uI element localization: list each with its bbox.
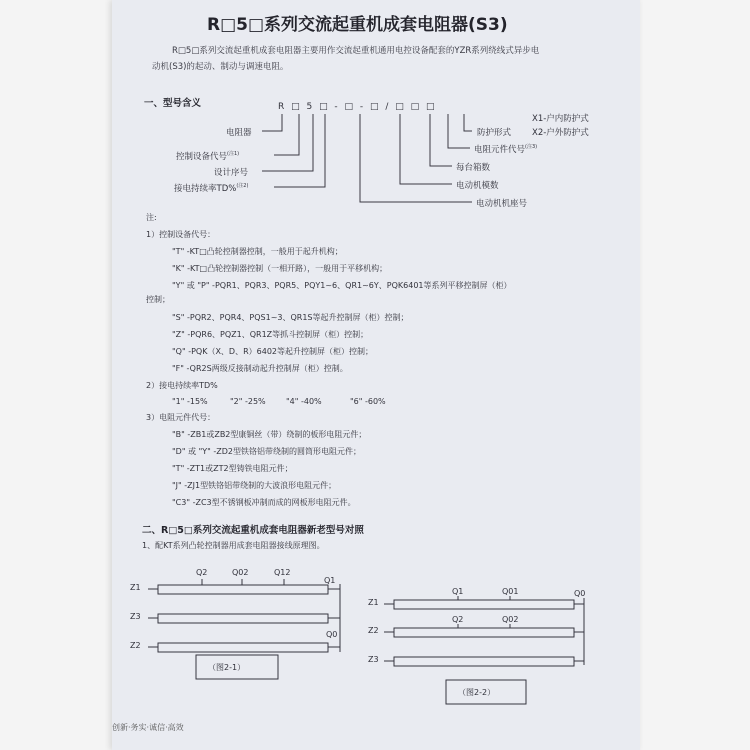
label-resistor-element-code: 电阻元件代号$^{(注3)}$	[474, 144, 538, 155]
fig2-row-z3: Z3	[368, 655, 379, 664]
note2-title: 2）接电持续率TD%	[146, 381, 218, 390]
protection-x2: X2-户外防护式	[532, 128, 589, 138]
model-code: R □ 5 □ - □ - □ / □ □ □	[278, 102, 437, 112]
fig2-row-z1: Z1	[368, 598, 379, 607]
section2-subheading: 1、配KT系列凸轮控制器用成套电阻器接线原理图。	[142, 541, 325, 550]
note1-title: 1）控制设备代号：	[146, 230, 216, 239]
label-resistor: 电阻器	[226, 128, 252, 138]
page-title: R□5□系列交流起重机成套电阻器(S3)	[207, 15, 508, 35]
fig1-tap-q1: Q1	[324, 576, 336, 585]
page-footer: 创新·务实·诚信·高效	[112, 723, 184, 732]
intro-line-2: 动机(S3)的起动、制动与调速电阻。	[152, 62, 289, 72]
note1-item: "K" -KT□凸轮控制器控制（一相开路），一般用于平移机构；	[172, 264, 388, 273]
note3-item: "B" -ZB1或ZB2型康铜丝（带）绕制的板形电阻元件；	[172, 430, 367, 439]
resistor-z1	[394, 600, 574, 609]
label-design-serial: 设计序号	[214, 168, 249, 178]
note1-item: "Q" -PQK（X、D、R）6402等起升控制屏（柜）控制；	[172, 347, 374, 356]
intro-line-1: R□5□系列交流起重机成套电阻器主要用作交流起重机通用电控设备配套的YZR系列绕线式异步电	[172, 46, 540, 56]
label-control-device-code: 控制设备代号$^{(注1)}$	[176, 151, 240, 162]
fig2-tap-q2: Q2	[452, 615, 464, 624]
duty-60: "6" -60%	[350, 397, 386, 406]
label-motor-frame: 电动机机座号	[476, 199, 528, 209]
label-duty-ratio: 接电持续率TD%$^{(注2)}$	[174, 183, 249, 194]
note1-item: 控制；	[146, 295, 170, 304]
fig1-tap-q0: Q0	[326, 630, 338, 639]
note3-item: "D" 或 "Y" -ZD2型铁铬铝带绕制的圆筒形电阻元件；	[172, 447, 362, 456]
note1-item: "T" -KT□凸轮控制器控制，一般用于起升机构；	[172, 247, 343, 256]
notes-label: 注:	[146, 213, 157, 222]
fig1-row-z1: Z1	[130, 583, 141, 592]
fig1-tap-q12: Q12	[274, 568, 291, 577]
document-page	[112, 0, 640, 750]
note3-item: "C3" -ZC3型不锈钢板冲制而成的网板形电阻元件。	[172, 498, 356, 507]
note1-item: "S" -PQR2、PQR4、PQS1~3、QR1S等起升控制屏（柜）控制；	[172, 313, 409, 322]
label-boxes-per-unit: 每台箱数	[456, 163, 491, 173]
label-protection-form: 防护形式	[477, 128, 512, 138]
fig2-tap-q02: Q02	[502, 615, 519, 624]
note1-item: "F" -QR2S两级反接制动起升控制屏（柜）控制。	[172, 364, 348, 373]
fig1-tap-q02: Q02	[232, 568, 249, 577]
section1-heading: 一、型号含义	[144, 98, 202, 109]
fig1-tap-q2: Q2	[196, 568, 208, 577]
resistor-z3	[394, 657, 574, 666]
note3-item: "T" -ZT1或ZT2型铸铁电阻元件；	[172, 464, 293, 473]
fig1-caption: （图2-1）	[208, 663, 246, 672]
fig2-tap-q0: Q0	[574, 589, 586, 598]
figure-2-2-diagram	[112, 0, 640, 750]
note3-title: 3）电阻元件代号：	[146, 413, 216, 422]
resistor-z2	[394, 628, 574, 637]
note3-item: "J" -ZJ1型铁铬铝带绕制的大波浪形电阻元件；	[172, 481, 337, 490]
fig2-tap-q1: Q1	[452, 587, 464, 596]
protection-x1: X1-户内防护式	[532, 114, 589, 124]
duty-15: "1" -15%	[172, 397, 208, 406]
note1-item: "Y" 或 "P" -PQR1、PQR3、PQR5、PQY1~6、QR1~6Y、PQK6401等系列平移控制屏（柜）	[172, 281, 512, 290]
duty-25: "2" -25%	[230, 397, 266, 406]
fig1-row-z2: Z2	[130, 641, 141, 650]
label-motor-module: 电动机模数	[456, 181, 499, 191]
fig2-row-z2: Z2	[368, 626, 379, 635]
fig1-row-z3: Z3	[130, 612, 141, 621]
fig2-tap-q01: Q01	[502, 587, 519, 596]
fig2-caption: （图2-2）	[458, 688, 496, 697]
note1-item: "Z" -PQR6、PQZ1、QR1Z等抓斗控制屏（柜）控制；	[172, 330, 369, 339]
duty-40: "4" -40%	[286, 397, 322, 406]
section2-heading: 二、R□5□系列交流起重机成套电阻器新老型号对照	[142, 525, 364, 536]
